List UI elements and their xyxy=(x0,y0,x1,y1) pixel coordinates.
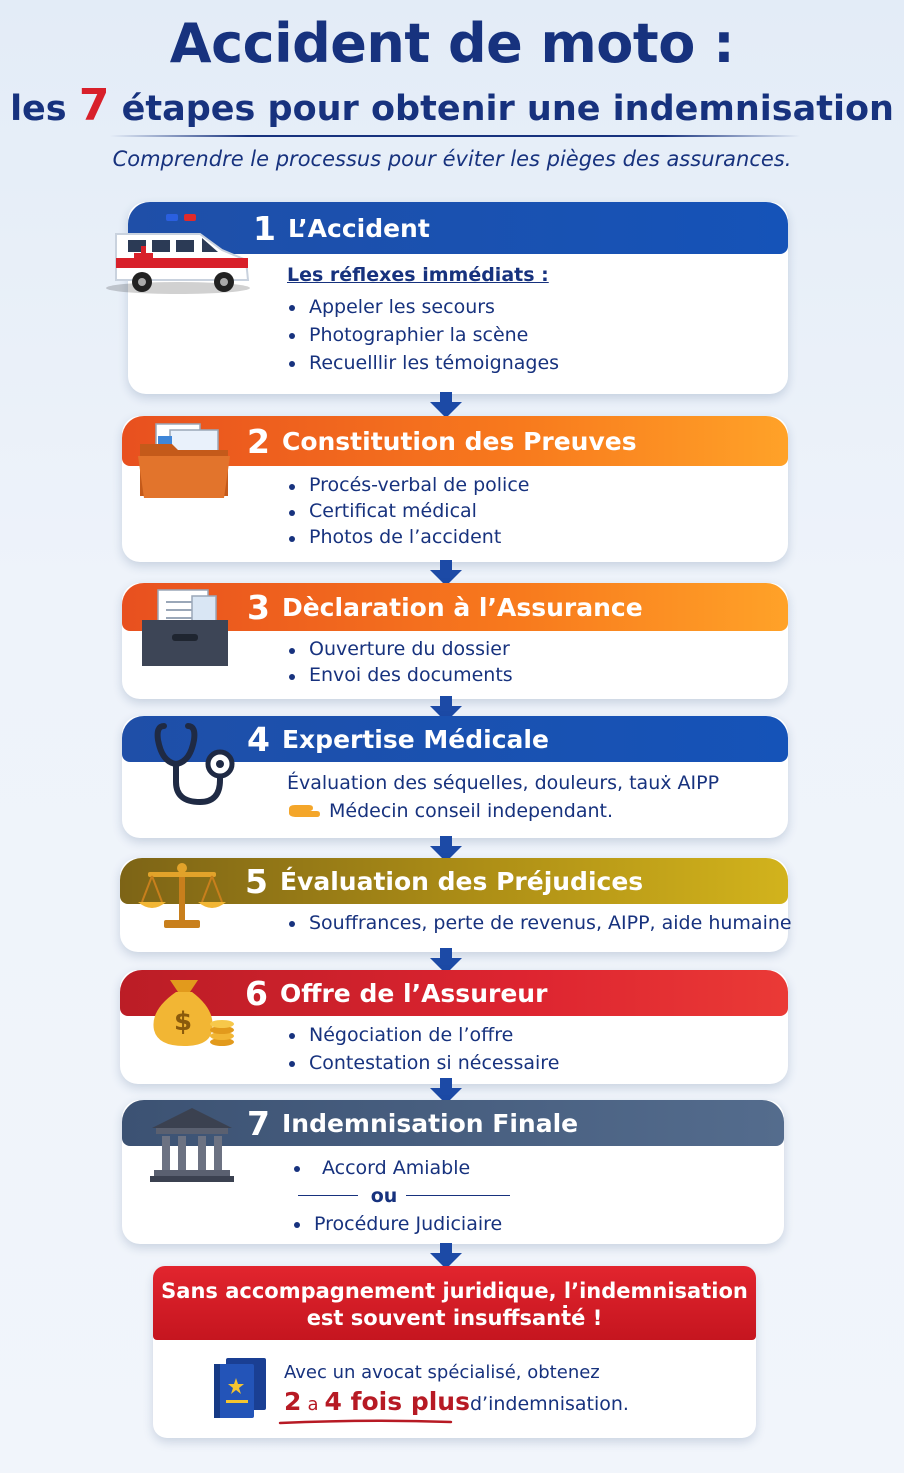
law-book-icon xyxy=(208,1356,274,1420)
step-5-title: Évaluation des Préjudices xyxy=(279,866,644,896)
step-7-separator: ou xyxy=(292,1182,512,1210)
step-1-heading: Les réflexes immédiats : xyxy=(287,264,549,286)
step-1-item: Appeler les secours xyxy=(287,293,559,321)
multiplier-text xyxy=(284,1387,629,1416)
step-3-body xyxy=(287,636,513,688)
step-2-item: Photos de l’accident xyxy=(287,524,529,550)
svg-text:$: $ xyxy=(173,1007,193,1037)
page-title: Accident de moto : xyxy=(169,12,735,75)
step-2-title: Constitution des Preuves xyxy=(281,426,637,456)
step-7-item: Accord Amiable xyxy=(292,1154,512,1182)
step-1-body xyxy=(287,261,559,377)
multiplier-low: 2 xyxy=(284,1387,302,1416)
step-7-body xyxy=(292,1154,512,1238)
step-3-title: Dèclaration à l’Assurance xyxy=(281,592,643,622)
warning-banner xyxy=(153,1266,756,1340)
folder-icon xyxy=(136,420,236,502)
ambulance-icon xyxy=(96,206,256,296)
stethoscope-icon xyxy=(150,720,242,810)
step-6-number: 6 xyxy=(245,973,268,1013)
step-1-item: Recuelllir les témoignages xyxy=(287,349,559,377)
step-5-item: Souffrances, perte de revenus, AIPP, aide humaine xyxy=(287,909,792,937)
courthouse-icon xyxy=(146,1104,238,1184)
file-tray-icon xyxy=(138,586,232,672)
step-3-item: Ouverture du dossier xyxy=(287,636,513,662)
step-5-number: 5 xyxy=(245,861,268,901)
step-6-item: Négociation de l’offre xyxy=(287,1021,559,1049)
subtitle-number: 7 xyxy=(78,80,110,131)
pointing-hand-icon xyxy=(287,801,321,821)
step-4-pointer-line: Médecin conseil independant. xyxy=(329,800,614,822)
step-5-body xyxy=(287,909,792,937)
step-1-title: L’Accident xyxy=(287,213,430,243)
step-1-number: 1 xyxy=(253,208,276,248)
warning-line-1: Sans accompagnement juridique, l’indemnisation xyxy=(161,1279,748,1303)
money-bag-icon xyxy=(146,970,238,1052)
step-1-item: Photographier la scène xyxy=(287,321,559,349)
step-2-number: 2 xyxy=(247,421,270,461)
page-subtitle xyxy=(0,80,904,131)
tagline: Comprendre le processus pour éviter les pièges des assurances. xyxy=(112,147,792,171)
step-2-item: Procés-verbal de police xyxy=(287,472,529,498)
multiplier-high: 4 fois plus xyxy=(324,1387,470,1416)
step-7-item: Procédure Judiciaire xyxy=(292,1210,512,1238)
warning-line-2: est souvent insuffsanṫé ! xyxy=(306,1306,603,1330)
multiplier-suffix: d’indemnisation. xyxy=(469,1393,629,1415)
step-3-number: 3 xyxy=(247,587,270,627)
highlight-underline xyxy=(278,1419,453,1425)
down-arrow-icon xyxy=(426,392,466,418)
step-4-title: Expertise Médicale xyxy=(281,724,549,754)
step-6-body xyxy=(287,1021,559,1077)
step-4-line: Évaluation des séquelles, douleurs, tauẋ AIPP xyxy=(287,772,720,794)
step-6-title: Offre de l’Assureur xyxy=(279,978,548,1008)
step-4-body xyxy=(287,769,719,825)
step-2-body xyxy=(287,472,529,550)
title-divider xyxy=(110,135,800,137)
scales-icon xyxy=(134,858,230,934)
step-3-item: Envoi des documents xyxy=(287,662,513,688)
step-4-number: 4 xyxy=(247,719,270,759)
advice-text: Avec un avocat spécialisé, obtenez xyxy=(284,1362,600,1383)
multiplier-mid: a xyxy=(307,1394,319,1415)
step-6-item: Contestation si nécessaire xyxy=(287,1049,559,1077)
step-7-title: Indemnisation Finale xyxy=(281,1108,579,1138)
step-2-item: Certificat médical xyxy=(287,498,529,524)
subtitle-prefix: les xyxy=(10,89,67,129)
step-7-number: 7 xyxy=(247,1103,270,1143)
subtitle-suffix: étapes pour obtenir une indemnisation xyxy=(121,89,894,129)
